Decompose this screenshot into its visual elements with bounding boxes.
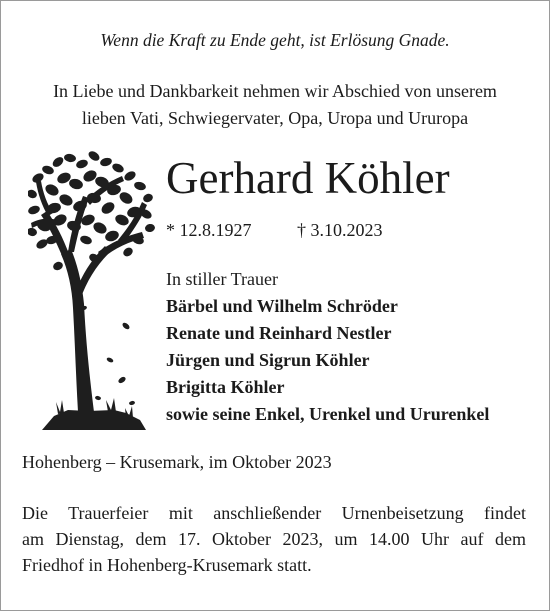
deceased-name: Gerhard Köhler bbox=[166, 153, 450, 203]
service-line: Friedhof in Hohenberg-Krusemark statt. bbox=[22, 555, 312, 575]
death-date: † 3.10.2023 bbox=[297, 220, 383, 240]
mourners-list bbox=[166, 266, 489, 428]
tree-icon bbox=[28, 148, 156, 430]
mourner-name: Renate und Reinhard Nestler bbox=[166, 323, 392, 343]
service-line: Die Trauerfeier mit anschließender Urnenbeisetzung findet bbox=[22, 503, 526, 523]
funeral-service-text bbox=[22, 500, 526, 578]
intro-line: lieben Vati, Schwiegervater, Opa, Uropa und Ururopa bbox=[81, 108, 469, 128]
intro-line: In Liebe und Dankbarkeit nehmen wir Abschied von unserem bbox=[53, 81, 497, 101]
mourner-name: Bärbel und Wilhelm Schröder bbox=[166, 296, 398, 316]
mourner-name: Brigitta Köhler bbox=[166, 377, 285, 397]
mourners-intro: In stiller Trauer bbox=[166, 269, 278, 289]
intro-text bbox=[0, 78, 550, 132]
life-dates bbox=[166, 220, 383, 241]
mourner-name: sowie seine Enkel, Urenkel und Ururenkel bbox=[166, 404, 490, 424]
place-date: Hohenberg – Krusemark, im Oktober 2023 bbox=[22, 452, 332, 472]
mourner-name: Jürgen und Sigrun Köhler bbox=[166, 350, 370, 370]
birth-date: * 12.8.1927 bbox=[166, 220, 252, 240]
motto: Wenn die Kraft zu Ende geht, ist Erlösung Gnade. bbox=[100, 30, 450, 50]
service-line: am Dienstag, dem 17. Oktober 2023, um 14.00 Uhr auf dem bbox=[22, 529, 526, 549]
